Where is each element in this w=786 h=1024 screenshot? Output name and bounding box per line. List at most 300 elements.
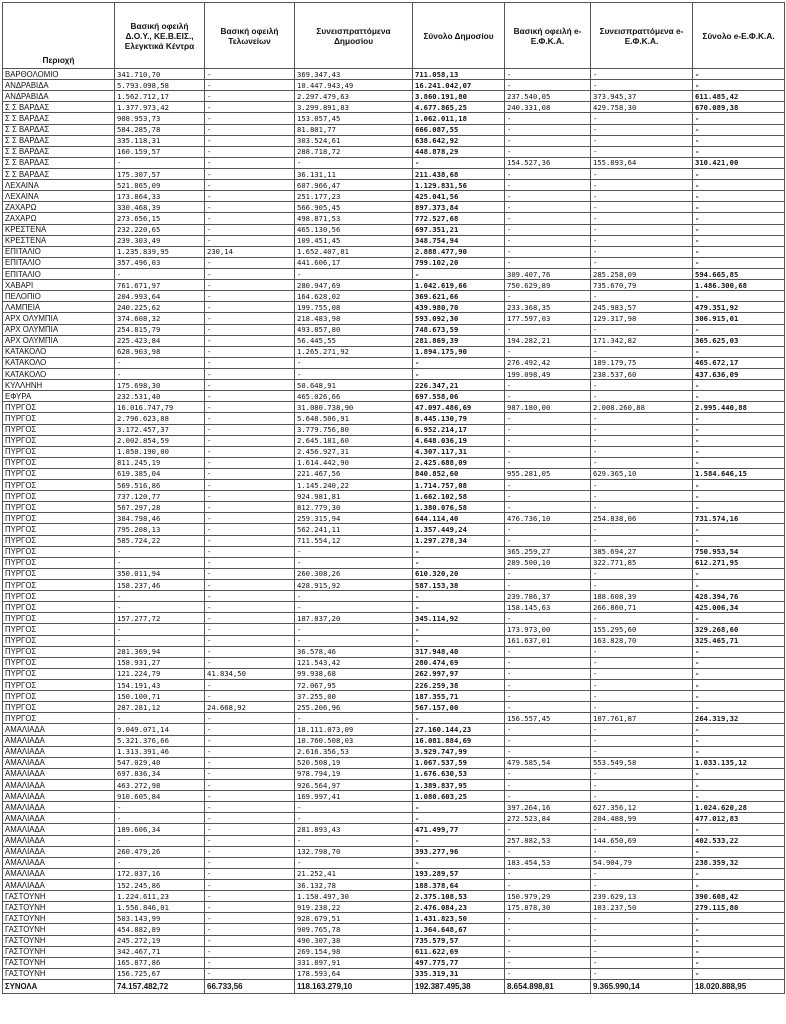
cell-public-cocollected: - [295,546,413,557]
cell-public-total: 369.621,66 [413,291,505,302]
cell-public-total: - [413,602,505,613]
cell-efka-debt: - [505,668,591,679]
cell-efka-total: - [693,213,785,224]
cell-public-cocollected: 2.456.927,31 [295,446,413,457]
row-area: ΠΥΡΓΟΣ [3,568,115,579]
row-area: ΓΑΣΤΟΥΝΗ [3,891,115,902]
row-area: Σ Σ ΒΑΡΔΑΣ [3,124,115,135]
cell-efka-debt: - [505,69,591,80]
row-area: ΕΦΥΡΑ [3,391,115,402]
table-row [3,657,785,668]
total-efka-cocollected: 9.365.990,14 [591,979,693,993]
cell-efka-cocollected: 2.008.260,88 [591,402,693,413]
table-row [3,902,785,913]
cell-efka-total: - [693,935,785,946]
cell-public-total: 226.347,21 [413,380,505,391]
cell-customs-debt: - [205,613,295,624]
cell-efka-cocollected: - [591,535,693,546]
row-area: ΚΑΤΑΚΟΛΟ [3,357,115,368]
cell-efka-cocollected: - [591,657,693,668]
row-area: ΠΥΡΓΟΣ [3,591,115,602]
row-area: Σ Σ ΒΑΡΔΑΣ [3,102,115,113]
row-area: Σ Σ ΒΑΡΔΑΣ [3,157,115,168]
cell-doy-debt: 761.671,97 [115,280,205,291]
cell-customs-debt: - [205,446,295,457]
cell-public-total: 748.673,59 [413,324,505,335]
table-row [3,457,785,468]
cell-public-total: 27.160.144,23 [413,724,505,735]
table-row [3,957,785,968]
cell-efka-total: 612.271,95 [693,557,785,568]
cell-customs-debt: - [205,568,295,579]
cell-public-total: 3.929.747,99 [413,746,505,757]
cell-efka-total: - [693,424,785,435]
row-area: ΠΕΛΟΠΙΟ [3,291,115,302]
table-row [3,635,785,646]
cell-efka-debt: - [505,146,591,157]
cell-doy-debt: 287.281,12 [115,702,205,713]
cell-public-cocollected: 2.297.479,63 [295,91,413,102]
cell-customs-debt: - [205,424,295,435]
cell-customs-debt: - [205,268,295,279]
cell-customs-debt: - [205,491,295,502]
table-row [3,102,785,113]
cell-public-cocollected: 369.347,43 [295,69,413,80]
cell-doy-debt: 619.385,04 [115,468,205,479]
cell-public-cocollected: - [295,602,413,613]
cell-efka-total: - [693,435,785,446]
header-area: Περιοχή [3,3,115,69]
cell-public-cocollected: 428.915,92 [295,580,413,591]
table-row [3,735,785,746]
cell-customs-debt: - [205,713,295,724]
table-row [3,913,785,924]
cell-efka-total: - [693,968,785,979]
cell-doy-debt: - [115,624,205,635]
cell-customs-debt: - [205,957,295,968]
table-row [3,691,785,702]
cell-efka-total: - [693,191,785,202]
row-area: ΠΥΡΓΟΣ [3,624,115,635]
cell-public-total: 281.869,39 [413,335,505,346]
cell-efka-debt: - [505,135,591,146]
cell-efka-debt: - [505,724,591,735]
cell-public-total: 644.114,40 [413,513,505,524]
cell-customs-debt: - [205,868,295,879]
cell-doy-debt: 342.467,71 [115,946,205,957]
cell-efka-total: 279.115,80 [693,902,785,913]
cell-efka-cocollected: - [591,446,693,457]
cell-efka-total: 428.394,76 [693,591,785,602]
cell-public-total: 593.092,30 [413,313,505,324]
cell-efka-total: 670.089,38 [693,102,785,113]
header-customs-debt: Βασική οφειλή Τελωνείων [205,3,295,69]
cell-efka-total: 611.485,42 [693,91,785,102]
cell-customs-debt: - [205,557,295,568]
cell-efka-total: 1.486.300,68 [693,280,785,291]
row-area: ΑΡΧ ΟΛΥΜΠΙΑ [3,313,115,324]
row-area: ΓΑΣΤΟΥΝΗ [3,902,115,913]
totals-label: ΣΥΝΟΛΑ [3,979,115,993]
cell-doy-debt: 158.237,46 [115,580,205,591]
cell-efka-debt: - [505,491,591,502]
cell-efka-debt: 237.540,05 [505,91,591,102]
row-area: ΑΝΔΡΑΒΙΔΑ [3,91,115,102]
cell-public-cocollected: 711.554,12 [295,535,413,546]
table-row [3,680,785,691]
cell-customs-debt: 230,14 [205,246,295,257]
table-row [3,724,785,735]
cell-efka-total: 437.636,09 [693,368,785,379]
row-area: ΠΥΡΓΟΣ [3,524,115,535]
cell-customs-debt: - [205,135,295,146]
row-area: Σ Σ ΒΑΡΔΑΣ [3,168,115,179]
table-row [3,757,785,768]
cell-efka-debt: 233.368,35 [505,302,591,313]
row-area: Σ Σ ΒΑΡΔΑΣ [3,146,115,157]
row-area: ΠΥΡΓΟΣ [3,413,115,424]
cell-efka-cocollected: 266.860,71 [591,602,693,613]
cell-efka-debt: 476.736,10 [505,513,591,524]
cell-public-cocollected: - [295,624,413,635]
cell-efka-total: 325.465,71 [693,635,785,646]
cell-doy-debt: 175.307,57 [115,168,205,179]
cell-public-cocollected: - [295,835,413,846]
cell-efka-debt: 199.098,49 [505,368,591,379]
cell-public-cocollected: 36.131,11 [295,168,413,179]
row-area: ΠΥΡΓΟΣ [3,668,115,679]
row-area: ΚΥΛΛΗΝΗ [3,380,115,391]
cell-efka-cocollected: 155.893,64 [591,157,693,168]
cell-public-total: - [413,157,505,168]
cell-doy-debt: - [115,835,205,846]
cell-customs-debt: - [205,368,295,379]
cell-public-cocollected: - [295,268,413,279]
table-row [3,346,785,357]
row-area: ΠΥΡΓΟΣ [3,468,115,479]
cell-efka-debt: - [505,791,591,802]
cell-doy-debt: - [115,857,205,868]
cell-customs-debt: - [205,724,295,735]
cell-public-cocollected: 331.897,91 [295,957,413,968]
row-area: ΑΝΔΡΑΒΙΔΑ [3,80,115,91]
cell-efka-total: 310.421,00 [693,157,785,168]
cell-public-cocollected: - [295,557,413,568]
cell-efka-debt: 175.878,30 [505,902,591,913]
cell-efka-cocollected: 188.608,39 [591,591,693,602]
cell-public-cocollected: - [295,857,413,868]
row-area: ΓΑΣΤΟΥΝΗ [3,913,115,924]
cell-customs-debt: - [205,257,295,268]
table-row [3,813,785,824]
cell-customs-debt: - [205,946,295,957]
row-area: ΑΜΑΛΙΑΔΑ [3,746,115,757]
cell-efka-cocollected: - [591,124,693,135]
cell-efka-debt: - [505,868,591,879]
cell-efka-cocollected: - [591,613,693,624]
cell-doy-debt: 5.321.376,66 [115,735,205,746]
cell-efka-debt: - [505,324,591,335]
cell-efka-debt: - [505,580,591,591]
cell-efka-cocollected: - [591,524,693,535]
cell-efka-total: - [693,879,785,890]
cell-public-cocollected: 81.801,77 [295,124,413,135]
cell-efka-total: - [693,380,785,391]
cell-customs-debt: - [205,91,295,102]
row-area: ΕΠΙΤΑΛΙΟ [3,257,115,268]
cell-doy-debt: 245.272,19 [115,935,205,946]
cell-doy-debt: - [115,802,205,813]
cell-customs-debt: - [205,691,295,702]
cell-efka-cocollected: 129.317,98 [591,313,693,324]
cell-efka-debt: - [505,535,591,546]
row-area: ΓΑΣΤΟΥΝΗ [3,968,115,979]
cell-customs-debt: - [205,802,295,813]
cell-efka-total: - [693,113,785,124]
header-efka-total: Σύνολο e-Ε.Φ.Κ.Α. [693,3,785,69]
cell-customs-debt: - [205,846,295,857]
cell-efka-total: - [693,746,785,757]
cell-public-total: 697.351,21 [413,224,505,235]
cell-public-cocollected: 10.447.943,49 [295,80,413,91]
cell-efka-cocollected: - [591,224,693,235]
cell-efka-cocollected: - [591,791,693,802]
cell-doy-debt: 569.516,86 [115,480,205,491]
cell-public-total: - [413,368,505,379]
cell-customs-debt: - [205,780,295,791]
cell-doy-debt: 273.656,15 [115,213,205,224]
cell-public-cocollected: 218.483,98 [295,313,413,324]
cell-efka-debt: - [505,424,591,435]
cell-public-total: 47.097.486,69 [413,402,505,413]
cell-public-total: 697.558,06 [413,391,505,402]
cell-public-total: 1.431.823,50 [413,913,505,924]
cell-customs-debt: - [205,291,295,302]
cell-efka-total: 402.533,22 [693,835,785,846]
cell-customs-debt: - [205,635,295,646]
table-row [3,857,785,868]
cell-customs-debt: - [205,335,295,346]
cell-doy-debt: - [115,268,205,279]
cell-doy-debt: 357.496,03 [115,257,205,268]
cell-public-total: 425.041,56 [413,191,505,202]
cell-efka-total: - [693,69,785,80]
cell-public-total: - [413,591,505,602]
cell-public-total: 638.642,92 [413,135,505,146]
row-area: ΑΜΑΛΙΑΔΑ [3,868,115,879]
table-row [3,313,785,324]
cell-public-cocollected: 109.451,45 [295,235,413,246]
cell-customs-debt: - [205,535,295,546]
cell-public-cocollected: 18.111.073,09 [295,724,413,735]
cell-efka-debt: 183.454,53 [505,857,591,868]
cell-efka-cocollected: - [591,568,693,579]
table-row [3,180,785,191]
row-area: ΠΥΡΓΟΣ [3,402,115,413]
row-area: ΠΥΡΓΟΣ [3,713,115,724]
cell-efka-cocollected: - [591,480,693,491]
cell-doy-debt: 121.224,79 [115,668,205,679]
table-row [3,268,785,279]
cell-public-total: 497.775,77 [413,957,505,968]
cell-doy-debt: 3.172.457,37 [115,424,205,435]
cell-efka-cocollected: - [591,380,693,391]
cell-efka-debt: - [505,180,591,191]
cell-public-total: - [413,713,505,724]
cell-efka-cocollected: - [591,502,693,513]
row-area: ΠΥΡΓΟΣ [3,546,115,557]
cell-efka-cocollected: 285.258,09 [591,268,693,279]
cell-efka-cocollected: - [591,935,693,946]
cell-customs-debt: - [205,524,295,535]
cell-public-total: 1.380.076,58 [413,502,505,513]
cell-doy-debt: - [115,557,205,568]
cell-public-total: 1.662.102,58 [413,491,505,502]
row-area: ΧΑΒΑΡΙ [3,280,115,291]
cell-efka-debt: - [505,202,591,213]
row-area: ΑΜΑΛΙΑΔΑ [3,768,115,779]
cell-efka-debt: - [505,113,591,124]
cell-efka-cocollected: - [591,235,693,246]
cell-efka-cocollected: - [591,257,693,268]
cell-public-cocollected: 441.606,17 [295,257,413,268]
cell-public-total: 735.579,57 [413,935,505,946]
cell-public-cocollected: 926.564,97 [295,780,413,791]
cell-doy-debt: 240.225,62 [115,302,205,313]
cell-public-cocollected: 303.524,61 [295,135,413,146]
cell-public-cocollected: 187.837,20 [295,613,413,624]
cell-customs-debt: - [205,80,295,91]
cell-efka-cocollected: - [591,768,693,779]
table-row [3,202,785,213]
table-row [3,80,785,91]
cell-efka-total: 264.319,32 [693,713,785,724]
cell-customs-debt: - [205,502,295,513]
table-row [3,557,785,568]
cell-efka-cocollected: - [591,168,693,179]
cell-efka-cocollected: - [591,424,693,435]
cell-efka-total: - [693,580,785,591]
cell-efka-total: - [693,846,785,857]
cell-efka-total: 479.351,92 [693,302,785,313]
cell-efka-cocollected: - [591,702,693,713]
cell-public-cocollected: 260.308,26 [295,568,413,579]
table-body [3,69,785,980]
cell-public-total: 4.307.117,31 [413,446,505,457]
cell-efka-debt: - [505,291,591,302]
row-area: ΛΕΧΑΙΝΑ [3,191,115,202]
cell-efka-cocollected: - [591,735,693,746]
cell-public-cocollected: - [295,591,413,602]
cell-customs-debt: - [205,69,295,80]
table-row [3,802,785,813]
table-row [3,368,785,379]
cell-public-total: 1.067.537,59 [413,757,505,768]
cell-efka-total: 1.024.620,28 [693,802,785,813]
cell-public-total: 772.527,68 [413,213,505,224]
cell-public-total: 211.438,68 [413,168,505,179]
total-customs-debt: 66.733,56 [205,979,295,993]
row-area: ΑΜΑΛΙΑΔΑ [3,846,115,857]
cell-efka-debt: 955.281,05 [505,468,591,479]
cell-efka-debt: - [505,879,591,890]
cell-public-cocollected: 909.765,78 [295,924,413,935]
cell-customs-debt: - [205,346,295,357]
cell-efka-total: - [693,413,785,424]
cell-public-cocollected: 5.648.506,91 [295,413,413,424]
cell-public-total: 1.129.831,56 [413,180,505,191]
table-row [3,746,785,757]
cell-public-cocollected: 2.645.181,60 [295,435,413,446]
cell-efka-cocollected: - [591,646,693,657]
cell-customs-debt: - [205,902,295,913]
cell-doy-debt: 341.710,70 [115,69,205,80]
cell-doy-debt: 330.468,39 [115,202,205,213]
cell-public-total: 6.952.214,17 [413,424,505,435]
cell-customs-debt: - [205,102,295,113]
cell-efka-debt: - [505,502,591,513]
cell-efka-total: - [693,957,785,968]
table-row [3,291,785,302]
cell-efka-debt: - [505,446,591,457]
cell-customs-debt: - [205,824,295,835]
cell-customs-debt: - [205,813,295,824]
cell-public-cocollected: 56.445,55 [295,335,413,346]
cell-public-total: 840.852,60 [413,468,505,479]
row-area: Σ Σ ΒΑΡΔΑΣ [3,113,115,124]
cell-customs-debt: - [205,180,295,191]
cell-customs-debt: - [205,624,295,635]
cell-efka-cocollected: - [591,846,693,857]
table-row [3,891,785,902]
cell-efka-total: 594.665,85 [693,268,785,279]
row-area: ΑΜΑΛΙΑΔΑ [3,802,115,813]
totals-row [3,979,785,993]
cell-efka-debt: - [505,391,591,402]
table-row [3,668,785,679]
total-public-cocollected: 118.163.279,10 [295,979,413,993]
cell-efka-debt: - [505,746,591,757]
row-area: ΑΡΧ ΟΛΥΜΠΙΑ [3,324,115,335]
cell-doy-debt: 156.725,67 [115,968,205,979]
cell-public-total: - [413,546,505,557]
cell-doy-debt: 463.272,98 [115,780,205,791]
cell-customs-debt: - [205,480,295,491]
row-area: ΠΥΡΓΟΣ [3,513,115,524]
cell-public-total: 587.153,38 [413,580,505,591]
cell-efka-total: 329.268,60 [693,624,785,635]
cell-public-total: - [413,813,505,824]
cell-customs-debt: - [205,757,295,768]
cell-public-total: - [413,624,505,635]
row-area: ΑΜΑΛΙΑΔΑ [3,824,115,835]
cell-public-total: - [413,357,505,368]
cell-doy-debt: 1.850.190,00 [115,446,205,457]
cell-customs-debt: - [205,591,295,602]
cell-efka-debt: - [505,80,591,91]
cell-efka-cocollected: - [591,113,693,124]
cell-doy-debt: 737.120,77 [115,491,205,502]
cell-efka-debt: 158.145,63 [505,602,591,613]
row-area: ΠΥΡΓΟΣ [3,457,115,468]
cell-efka-cocollected: - [591,291,693,302]
cell-doy-debt: 1.235.839,95 [115,246,205,257]
table-row [3,580,785,591]
cell-public-cocollected: 221.467,56 [295,468,413,479]
table-row [3,157,785,168]
cell-efka-cocollected: - [591,146,693,157]
cell-efka-debt: - [505,191,591,202]
